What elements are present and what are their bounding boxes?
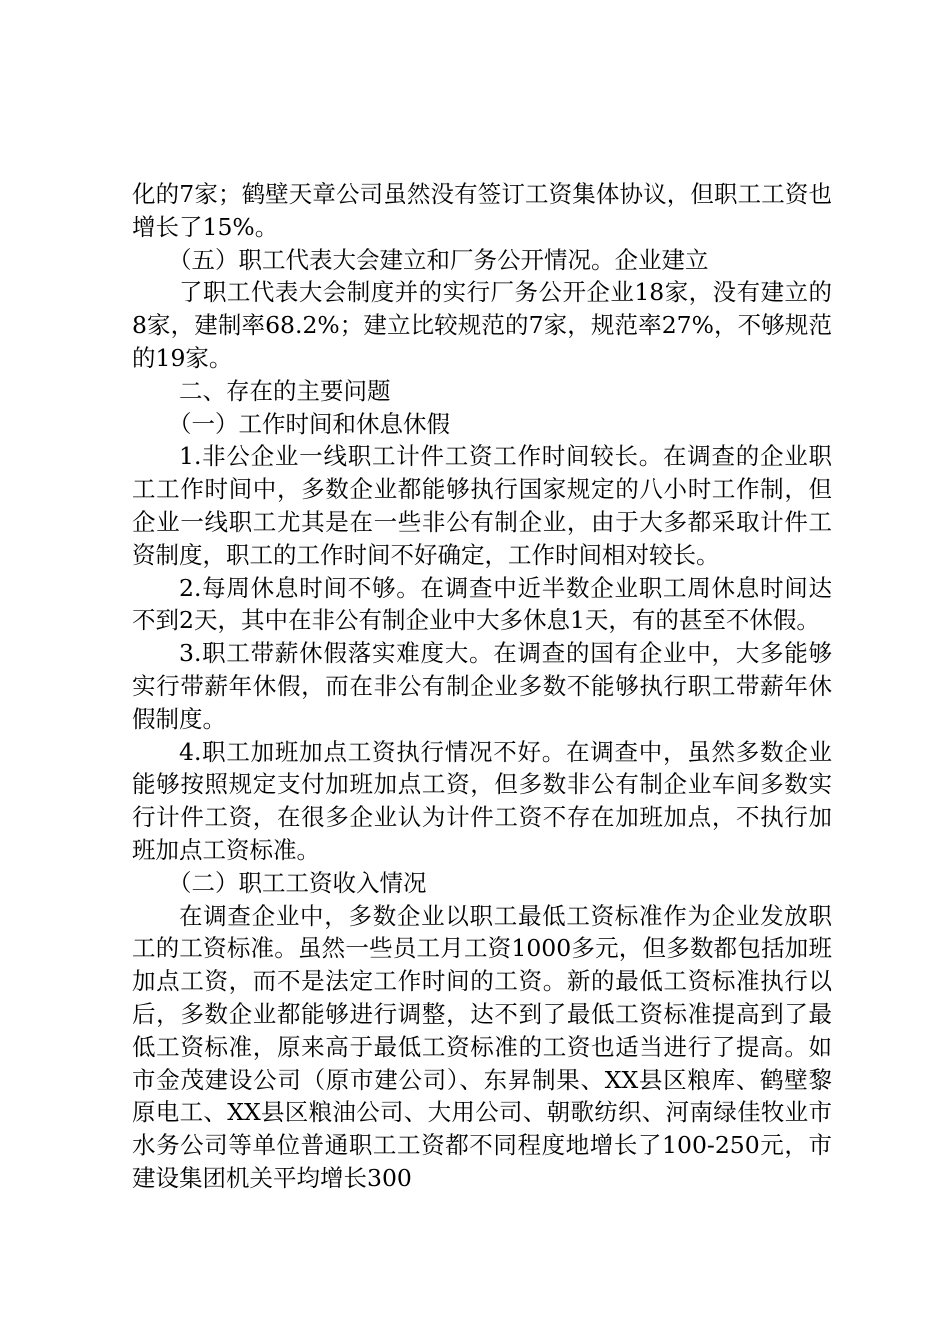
paragraph-item-1: 1.非公企业一线职工计件工资工作时间较长。在调查的企业职工工作时间中，多数企业都能够执行国家规定的八小时工作制，但企业一线职工尤其是在一些非公有制企业，由于大多都采取计件工资制度，职工的工作时间不好确定，工作时间相对较长。 xyxy=(132,442,832,569)
heading-workers-congress: （五）职工代表大会建立和厂务公开情况。企业建立 xyxy=(168,245,709,274)
heading-working-hours: （一）工作时间和休息休假 xyxy=(168,409,450,438)
paragraph-item-3: 3.职工带薪休假落实难度大。在调查的国有企业中，大多能够实行带薪年休假，而在非公有制企业多数不能够执行职工带薪年休假制度。 xyxy=(132,639,832,733)
paragraph-wage-agreement: 化的7家；鹤壁天章公司虽然没有签订工资集体协议，但职工工资也增长了15%。 xyxy=(132,180,832,241)
heading-wage-income: （二）职工工资收入情况 xyxy=(168,868,427,897)
document-page xyxy=(132,178,832,1195)
paragraph-item-4: 4.职工加班加点工资执行情况不好。在调查中，虽然多数企业能够按照规定支付加班加点工资，但多数非公有制企业车间多数实行计件工资，在很多企业认为计件工资不存在加班加点，不执行加班加点工资标准。 xyxy=(132,737,832,864)
paragraph-item-2: 2.每周休息时间不够。在调查中近半数企业职工周休息时间达不到2天，其中在非公有制企业中大多休息1天，有的甚至不休假。 xyxy=(132,573,832,635)
paragraph-wage-income: 在调查企业中，多数企业以职工最低工资标准作为企业发放职工的工资标准。虽然一些员工月工资1000多元，但多数都包括加班加点工资，而不是法定工作时间的工资。新的最低工资标准执行以后，多数企业都能够进行调整，达不到了最低工资标准提高到了最低工资标准，原来高于最低工资标准的工资也适当进行了提高。如市金茂建设公司（原市建公司）、东昇制果、XX县区粮库、鹤壁黎原电工、XX县区粮油公司、大用公司、朝歌纺织、河南绿佳牧业市水务公司等单位普通职工工资都不同程度地增长了100-250元，市建设集团机关平均增长300 xyxy=(132,901,832,1192)
paragraph-workers-congress: 了职工代表大会制度并的实行厂务公开企业18家，没有建立的8家，建制率68.2%；建立比较规范的7家，规范率27%，不够规范的19家。 xyxy=(132,278,832,372)
section-heading-main-problems: 二、存在的主要问题 xyxy=(179,376,391,405)
